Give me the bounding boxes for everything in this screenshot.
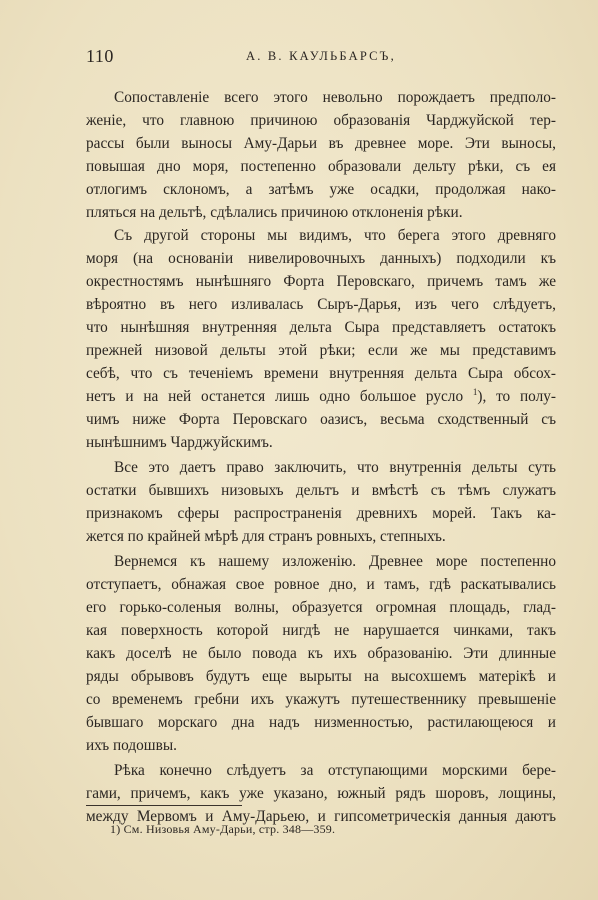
text-line: его горько-соленыя волны, образуется огромная площадь, глад-	[86, 599, 556, 616]
text-line: со временемъ гребни ихъ укажутъ путешественнику превышеніе	[86, 691, 556, 708]
text-line: ихъ подошвы.	[86, 737, 177, 754]
text-line: между Мервомъ и Аму-Дарьею, и гипсометрическія данныя даютъ	[86, 808, 556, 825]
text-line-with-footnote	[86, 385, 556, 408]
text-line: нынѣшнимъ Чарджуйскимъ.	[86, 434, 273, 451]
text-line: рассы были выносы Аму-Дарьи въ древнее море. Эти выносы,	[86, 135, 556, 152]
running-head: А. В. КАУЛЬБАРСЪ,	[246, 49, 396, 63]
paragraph-2	[86, 224, 556, 454]
paragraph-3	[86, 456, 556, 548]
text-line: женіе, что главною причиною образованія Чарджуйской тер-	[86, 112, 556, 129]
text-line: моря (на основаніи нивелировочныхъ данныхъ) подходили къ	[86, 250, 556, 267]
paragraph-4	[86, 550, 556, 757]
text-line: повышая дно моря, постепенно образовали дельту рѣки, съ ея	[86, 158, 556, 175]
text-line: Съ другой стороны мы видимъ, что берега этого древняго	[114, 227, 556, 244]
text-line: Рѣка конечно слѣдуетъ за отступающими морскими бере-	[114, 762, 556, 779]
text-line: Все это даетъ право заключить, что внутреннія дельты суть	[114, 459, 556, 476]
body-text	[86, 86, 556, 828]
page-header	[86, 46, 556, 74]
text-line: чимъ ниже Форта Перовскаго оазисъ, весьма сходственный съ	[86, 411, 556, 428]
text-line: бывшаго морскаго дна надъ низменностью, растилающеюся и	[86, 714, 556, 731]
text-line: жется по крайней мѣрѣ для странъ ровныхъ, степныхъ.	[86, 528, 446, 545]
paragraph-5	[86, 759, 556, 828]
text-line: какъ доселѣ не было повода къ ихъ образованію. Эти длинные	[86, 645, 556, 662]
text-line: признакомъ сферы распространенія древнихъ морей. Такъ ка-	[86, 505, 556, 522]
text-line: отступаетъ, обнажая свое ровное дно, и тамъ, гдѣ раскатывались	[86, 576, 556, 593]
text-line: гами, причемъ, какъ уже указано, южный рядъ шоровъ, лощины,	[86, 785, 556, 802]
text-line: пляться на дельтѣ, сдѣлались причиною отклоненія рѣки.	[86, 204, 463, 221]
text-line: окрестностямъ нынѣшняго Форта Перовскаго, причемъ тамъ же	[86, 273, 556, 290]
text-line: вѣроятно въ него изливалась Сыръ-Дарья, изъ чего слѣдуетъ,	[86, 296, 556, 313]
text-line: отлогимъ склономъ, а затѣмъ уже осадки, продолжая нако-	[86, 181, 556, 198]
text-segment: нетъ и на ней останется лишь одно большое русло	[86, 388, 464, 405]
text-line: кая поверхность которой нигдѣ не нарушается чинками, такъ	[86, 622, 556, 639]
text-line: Сопоставленіе всего этого невольно порождаетъ предполо-	[114, 89, 556, 106]
footnote: 1) См. Низовья Аму-Дарьи, стр. 348—359.	[110, 822, 336, 836]
footnote-marker: 1	[472, 386, 478, 397]
footnote-divider	[86, 805, 242, 806]
page-number: 110	[86, 46, 114, 66]
text-line: прежней низовой дельты этой рѣки; если же мы представимъ	[86, 342, 556, 359]
paragraph-1	[86, 86, 556, 224]
text-line: что нынѣшняя внутренняя дельта Сыра представляетъ остатокъ	[86, 319, 556, 336]
text-line: остатки бывшихъ низовыхъ дельтъ и вмѣстѣ съ тѣмъ служатъ	[86, 482, 556, 499]
text-line: себѣ, что съ теченіемъ времени внутренняя дельта Сыра обсох-	[86, 365, 556, 382]
text-line: ряды обрывовъ будутъ еще вырыты на высохшемъ матерікѣ и	[86, 668, 556, 685]
text-segment: ), то полу-	[477, 388, 556, 405]
text-line: Вернемся къ нашему изложенію. Древнее море постепенно	[114, 553, 556, 570]
